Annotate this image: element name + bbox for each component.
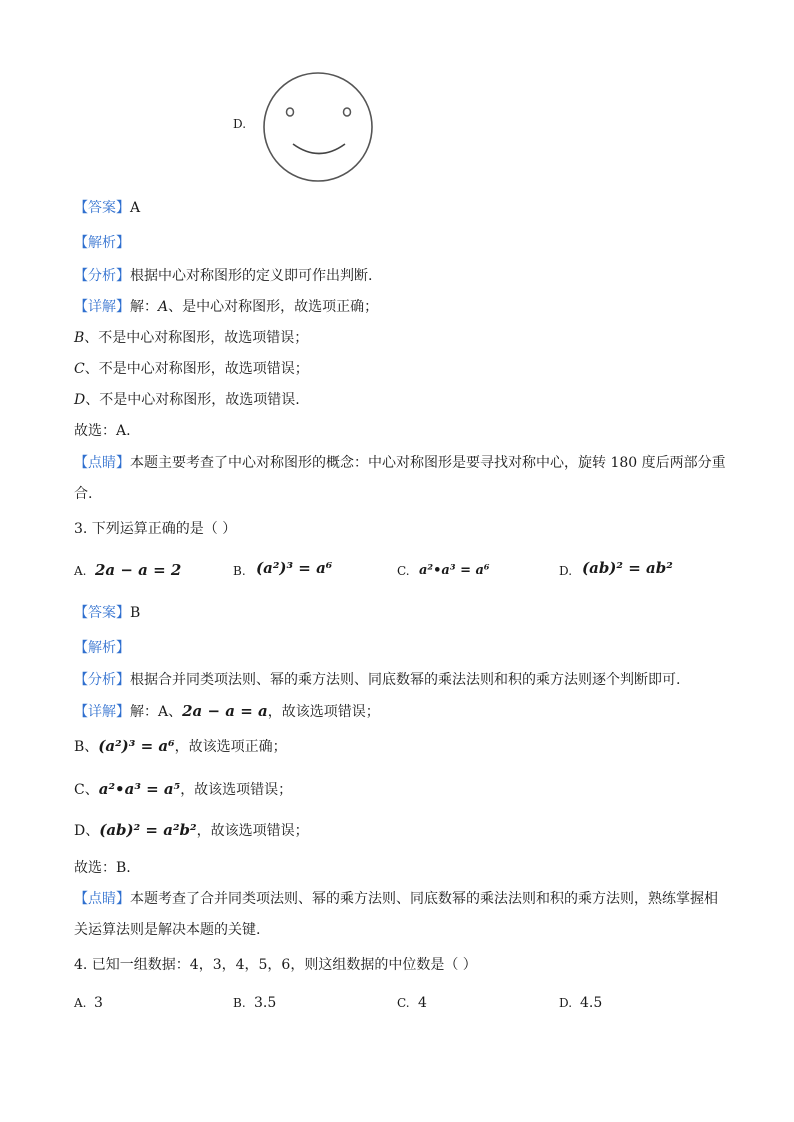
- q3-dianjing-cont: 关运算法则是解决本题的关键.: [74, 922, 261, 938]
- q3-option-c-expr: a²•a³ = a⁶: [419, 563, 490, 578]
- q3-dianjing: 【点睛】本题考查了合并同类项法则、幂的乘方法则、同底数幂的乘法法则和积的乘方法则，熟练掌握相: [74, 891, 718, 907]
- q3-xiangjie: 【详解】解：A、2a − a = a，故该选项错误；: [74, 702, 380, 720]
- q3-option-a-label: A.: [74, 564, 87, 578]
- q3-option-b-label: B.: [233, 564, 246, 578]
- q3-option-d-expr: (ab)² = ab²: [582, 559, 673, 577]
- q2-xiangjie: 【详解】解：A、是中心对称图形，故选项正确；: [74, 299, 379, 315]
- q2-line-b: B、不是中心对称图形，故选项错误；: [74, 330, 309, 346]
- q2-line-c: C、不是中心对称图形，故选项错误；: [74, 361, 309, 377]
- q3-stem: 3. 下列运算正确的是（ ）: [74, 521, 237, 537]
- q2-choose: 故选：A.: [74, 423, 131, 439]
- q3-line-d: D、(ab)² = a²b²，故该选项错误；: [74, 821, 309, 839]
- q3-fenxi: 【分析】根据合并同类项法则、幂的乘方法则、同底数幂的乘法法则和积的乘方法则逐个判断即可.: [74, 672, 681, 688]
- q3-option-a-expr: 2a − a = 2: [95, 561, 182, 579]
- q3-answer: 【答案】B: [74, 605, 141, 621]
- q3-analysis-tag: 【解析】: [74, 640, 130, 656]
- q3-option-d-label: D.: [559, 564, 573, 578]
- q2-fenxi: 【分析】根据中心对称图形的定义即可作出判断.: [74, 268, 373, 284]
- q4-option-c-label: C.: [397, 996, 410, 1010]
- smiley-face-figure: [259, 68, 379, 188]
- q4-option-d-value: 4.5: [580, 995, 603, 1011]
- q2-dianjing: 【点睛】本题主要考查了中心对称图形的概念：中心对称图形是要寻找对称中心，旋转 180 度后两部分重: [74, 455, 726, 471]
- q2-dianjing-cont: 合.: [74, 486, 93, 502]
- q4-option-a-value: 3: [94, 995, 103, 1011]
- q2-answer: 【答案】A: [74, 200, 141, 216]
- q4-option-b-label: B.: [233, 996, 246, 1010]
- q4-option-b-value: 3.5: [254, 995, 277, 1011]
- q4-stem: 4. 已知一组数据：4，3，4，5，6，则这组数据的中位数是（ ）: [74, 957, 477, 973]
- q3-option-b-expr: (a²)³ = a⁶: [256, 559, 333, 577]
- q4-option-a-label: A.: [74, 996, 87, 1010]
- q4-option-c-value: 4: [418, 995, 427, 1011]
- q3-line-c: C、a²•a³ = a⁵，故该选项错误；: [74, 780, 293, 798]
- q2-line-d: D、不是中心对称图形，故选项错误.: [74, 392, 300, 408]
- q3-choose: 故选：B.: [74, 860, 131, 876]
- q3-line-b: B、(a²)³ = a⁶，故该选项正确；: [74, 737, 287, 755]
- q3-option-c-label: C.: [397, 564, 410, 578]
- q2-analysis-tag: 【解析】: [74, 235, 130, 251]
- q4-option-d-label: D.: [559, 996, 573, 1010]
- q2-option-d-label: D.: [233, 117, 247, 131]
